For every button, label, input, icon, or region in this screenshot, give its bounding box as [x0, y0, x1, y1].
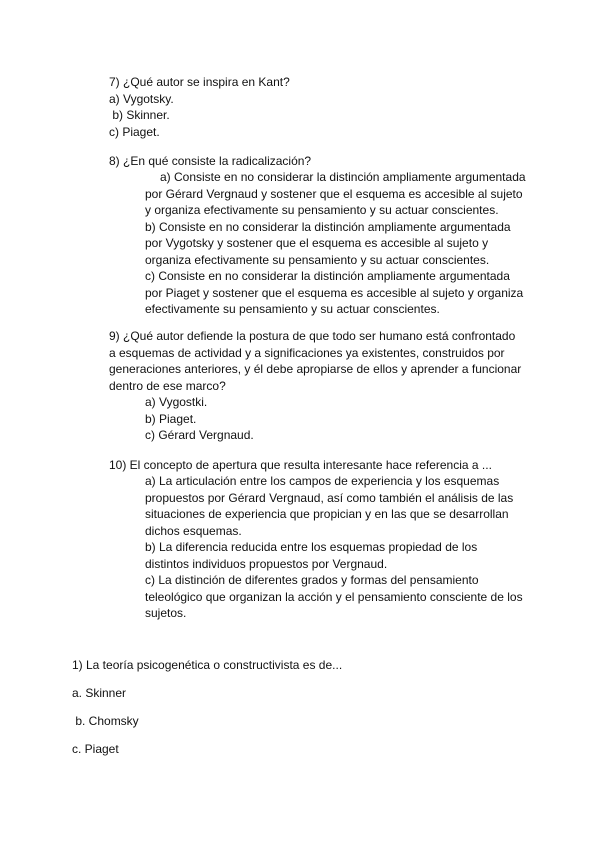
question-1-option-b: b. Chomsky: [72, 714, 139, 728]
question-9: [109, 328, 521, 394]
question-7: [109, 74, 290, 140]
question-7-text: 7) ¿Qué autor se inspira en Kant?: [109, 75, 290, 89]
question-7-option-b: b) Skinner.: [109, 108, 170, 122]
question-8-option-c-line-1: c) Consiste en no considerar la distinción ampliamente argumentada: [145, 269, 510, 283]
question-8-text: 8) ¿En qué consiste la radicalización?: [109, 154, 312, 168]
question-8-option-a-line-2: por Gérard Vergnaud y sostener que el esquema es accesible al sujeto: [145, 186, 523, 201]
question-8-option-a-line-1: a) Consiste en no considerar la distinción ampliamente argumentada: [160, 170, 526, 184]
question-7-option-a: a) Vygotsky.: [109, 91, 174, 106]
question-9-option-c: c) Gérard Vergnaud.: [145, 428, 254, 442]
question-10-option-a-line-2: propuestos por Gérard Vergnaud, así como también el análisis de las: [145, 490, 514, 505]
question-9-option-a: a) Vygostki.: [145, 395, 208, 409]
question-10-option-a-line-4: dichos esquemas.: [145, 523, 242, 538]
question-9-text-line-1: 9) ¿Qué autor defiende la postura de que todo ser humano está confrontado: [109, 329, 516, 343]
question-8-option-a-line-3: y organiza efectivamente su pensamiento y su actuar conscientes.: [145, 203, 499, 217]
question-8-option-b-line-3: organiza efectivamente su pensamiento y su actuar conscientes.: [145, 252, 490, 267]
question-10-option-b-line-1: b) La diferencia reducida entre los esquemas propiedad de los: [145, 540, 478, 554]
question-10-option-c-line-2: teleológico que organizan la acción y el pensamiento consciente de los: [145, 589, 523, 604]
question-9-text-line-4: dentro de ese marco?: [109, 378, 226, 393]
question-10-option-b-line-2: distintos individuos propuestos por Vergnaud.: [145, 556, 388, 571]
question-10-text: 10) El concepto de apertura que resulta interesante hace referencia a ...: [109, 458, 492, 472]
question-9-text-line-2: a esquemas de actividad y a significaciones ya existentes, construidos por: [109, 345, 505, 360]
question-10-option-a-line-1: a) La articulación entre los campos de experiencia y los esquemas: [145, 474, 500, 488]
question-8-option-c-line-2: por Piaget y sostener que el esquema es accesible al sujeto y organiza: [145, 285, 524, 300]
question-1-option-a: a. Skinner: [72, 686, 127, 700]
question-10: [109, 457, 492, 474]
question-9-text-line-3: generaciones anteriores, y él debe apropiarse de ellos y aprender a funcionar: [109, 362, 522, 376]
question-9-option-b: b) Piaget.: [145, 411, 197, 426]
question-7-option-c: c) Piaget.: [109, 124, 160, 139]
question-8-option-b-line-2: por Vygotsky y sostener que el esquema es accesible al sujeto y: [145, 236, 489, 250]
question-10-option-c-line-3: sujetos.: [145, 606, 187, 620]
question-1-text: 1) La teoría psicogenética o constructivista es de...: [72, 658, 343, 672]
question-8-option-b-line-1: b) Consiste en no considerar la distinción ampliamente argumentada: [145, 219, 511, 234]
question-8-options: [145, 169, 526, 318]
question-10-options: [145, 473, 523, 622]
question-1-option-c: c. Piaget: [72, 742, 119, 756]
question-9-options: [145, 394, 254, 444]
question-10-option-c-line-1: c) La distinción de diferentes grados y formas del pensamiento: [145, 573, 479, 587]
question-8: [109, 153, 311, 170]
question-10-option-a-line-3: situaciones de experiencia que propician y en las que se desarrollan: [145, 507, 509, 521]
question-8-option-c-line-3: efectivamente su pensamiento y su actuar conscientes.: [145, 302, 440, 316]
